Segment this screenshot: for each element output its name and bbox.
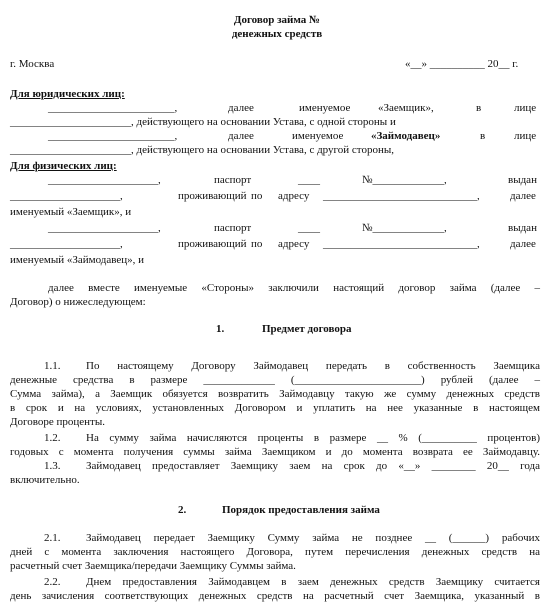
clause-text: Займодавец передает Заемщику Сумму займа не позднее __ (______) рабочих — [86, 532, 540, 544]
legal-text: далее — [228, 130, 254, 142]
legal-text: в — [476, 102, 482, 114]
physical-text: выдан — [508, 174, 537, 186]
physical-persons-heading: Для физических лиц: — [10, 160, 117, 172]
physical-text: паспорт — [214, 222, 252, 234]
legal-borrower-name: _______________________, — [48, 102, 178, 114]
physical-text: №_____________, — [362, 174, 447, 186]
clause-number: 2.2. — [44, 576, 61, 588]
physical-text: далее — [510, 190, 536, 202]
physical-borrower-address: ____________________________, — [323, 190, 480, 202]
document-title: Договор займа № — [233, 14, 321, 26]
physical-text: по — [251, 190, 263, 202]
legal-borrower-representative: ______________________, действующего на основании Устава, с одной стороны и — [10, 116, 396, 128]
intro-line: Договор) о нижеследующем: — [10, 296, 146, 308]
clause-number: 2.1. — [44, 532, 61, 544]
clause-number: 1.2. — [44, 432, 61, 444]
clause-text: Днем предоставления Займодавцем в заем денежных средств Заемщику считается — [86, 576, 540, 588]
physical-text: именуемый «Заемщик», и — [10, 206, 132, 218]
document-subtitle: денежных средств — [231, 28, 323, 40]
clause-text: день зачисления соответствующих денежных средств на расчетный счет Заемщика, указанный в — [10, 590, 540, 602]
physical-text: №_____________, — [362, 222, 447, 234]
section-title: Порядок предоставления займа — [222, 504, 380, 516]
physical-text: именуемый «Займодавец», и — [10, 254, 145, 266]
clause-number: 1.1. — [44, 360, 61, 372]
clause-text: денежные средства в размере _____________ (_______________________) рублей (далее – — [10, 374, 540, 386]
physical-text: далее — [510, 238, 536, 250]
legal-entities-heading: Для юридических лиц: — [10, 88, 125, 100]
physical-text: паспорт — [214, 174, 252, 186]
physical-lender-name: ____________________, — [48, 222, 161, 234]
legal-text: в — [480, 130, 486, 142]
legal-text: именуемое — [299, 102, 351, 114]
physical-text: ____________________, — [10, 190, 123, 202]
legal-text: именуемое — [292, 130, 344, 142]
legal-text: лице — [514, 102, 537, 114]
section-title: Предмет договора — [262, 323, 352, 335]
physical-text: ____ — [298, 222, 320, 234]
physical-borrower-name: ____________________, — [48, 174, 161, 186]
legal-lender-name: _______________________, — [48, 130, 178, 142]
clause-text: в срок и на условиях, установленных Договором и уплатить на нее указанные в настоящем — [10, 402, 540, 414]
physical-text: по — [251, 238, 263, 250]
contract-date: «__» __________ 20__ г. — [405, 58, 519, 70]
clause-text: включительно. — [10, 474, 80, 486]
legal-text: «Заемщик», — [378, 102, 434, 114]
clause-text: Договоре проценты. — [10, 416, 105, 428]
legal-text: «Займодавец» — [371, 130, 441, 142]
section-number: 1. — [216, 323, 225, 335]
physical-lender-address: ____________________________, — [323, 238, 480, 250]
clause-text: На сумму займа начисляются проценты в размере __ % (__________ процентов) — [86, 432, 540, 444]
city: г. Москва — [10, 58, 55, 70]
physical-text: проживающий — [178, 190, 247, 202]
clause-number: 1.3. — [44, 460, 61, 472]
intro-line: далее вместе именуемые «Стороны» заключили настоящий договор займа (далее – — [48, 282, 540, 294]
clause-text: Сумма займа), а Заемщик обязуется возвратить Займодавцу такую же сумму денежных средств — [10, 388, 540, 400]
physical-text: проживающий — [178, 238, 247, 250]
clause-text: расчетный счет Заемщика/передачи Заемщику Суммы займа. — [10, 560, 296, 572]
legal-text: далее — [228, 102, 254, 114]
section-number: 2. — [178, 504, 187, 516]
clause-text: Займодавец предоставляет Заемщику заем на срок до «__» ________ 20__ года — [86, 460, 540, 472]
physical-text: выдан — [508, 222, 537, 234]
physical-text: ____________________, — [10, 238, 123, 250]
legal-text: лице — [514, 130, 537, 142]
clause-text: дней с момента заключения настоящего Договора, путем перечисления денежных средств на — [10, 546, 540, 558]
physical-text: ____ — [298, 174, 320, 186]
legal-lender-representative: ______________________, действующего на основании Устава, с другой стороны, — [10, 144, 394, 156]
physical-text: адресу — [278, 238, 310, 250]
physical-text: адресу — [278, 190, 310, 202]
clause-text: По настоящему Договору Займодавец передать в собственность Заемщика — [86, 360, 540, 372]
clause-text: годовых с момента получения суммы займа Заемщиком и до момента возврата ее Займодавцу. — [10, 446, 540, 458]
